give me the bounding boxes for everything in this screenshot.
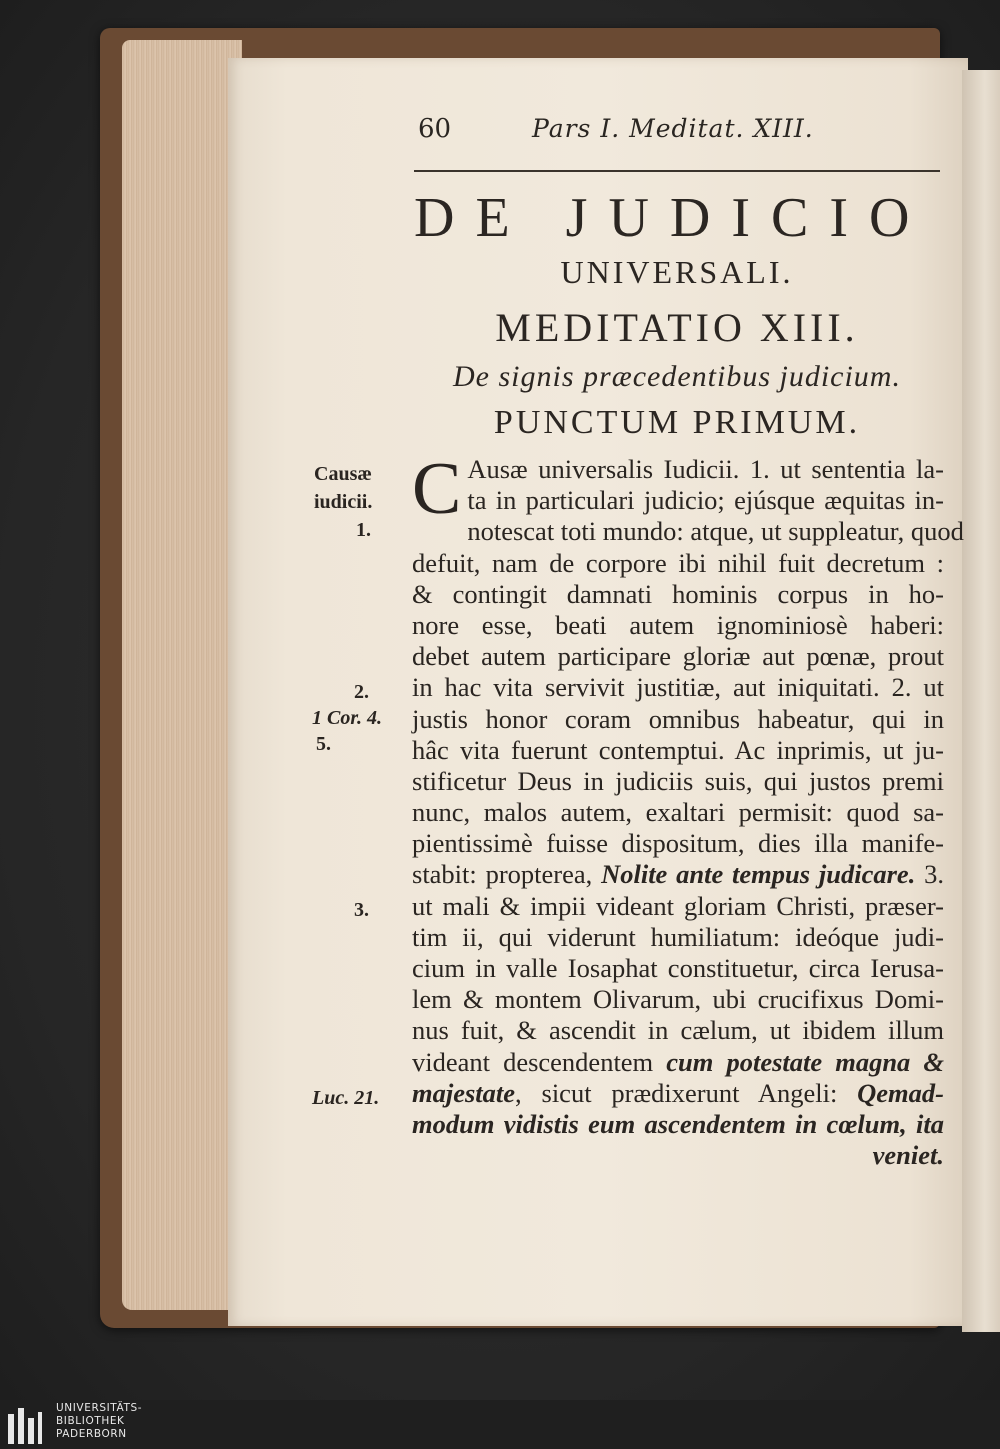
text-line: debet autem participare gloriæ aut pœnæ, prout <box>412 641 944 672</box>
text-line: ut mali & impii videant gloriam Christi, præser- <box>412 890 944 921</box>
text-segment: , sicut prædixerunt Angeli: <box>515 1077 858 1108</box>
title-line-2: UNIVERSALI. <box>560 254 794 290</box>
body-text <box>412 448 964 1171</box>
text-line: ta in particulari judicio; ejúsque æquitas in- <box>467 485 944 516</box>
facing-page-edge <box>962 70 1000 1332</box>
margin-note-causae: Causæ <box>314 463 372 485</box>
text-line: justis honor coram omnibus habeatur, qui in <box>412 703 944 734</box>
text-line: nunc, malos autem, exaltari permisit: quod sa- <box>412 797 944 828</box>
text-line: Ausæ universalis Iudicii. 1. ut sententia la- <box>467 454 944 484</box>
text-line: in hac vita servivit justitiæ, aut iniquitati. 2. ut <box>412 672 944 703</box>
text-line: modum vidistis eum ascendentem in cœlum, ita <box>412 1108 944 1139</box>
library-footer <box>0 1400 1000 1449</box>
text-line: nus fuit, & ascendit in cælum, ut ibidem illum <box>412 1015 944 1046</box>
drop-cap: C <box>412 448 462 530</box>
text-line: defuit, nam de corpore ibi nihil fuit decretum : <box>412 547 944 578</box>
text-segment: 3. <box>915 859 945 890</box>
library-name-line: UNIVERSITÄTS- <box>56 1402 143 1414</box>
margin-note-reference: 1 Cor. 4. <box>312 707 383 729</box>
library-name-line: PADERBORN <box>56 1428 127 1440</box>
italic-quote: Nolite ante tempus judicare. <box>601 859 916 890</box>
margin-note-number: 2. <box>354 681 369 703</box>
text-line: cium in valle Iosaphat constituetur, circa Ierusa- <box>412 953 944 983</box>
text-line: lem & montem Olivarum, ubi crucifixus Domi- <box>412 984 944 1015</box>
italic-quote: Qemad- <box>857 1077 944 1108</box>
margin-note-judicii: iudicii. <box>314 491 373 513</box>
margin-note-number: 3. <box>354 899 369 921</box>
title-line-1: DE JUDICIO <box>414 187 931 249</box>
text-line: tim ii, qui viderunt humiliatum: ideóque judi- <box>412 921 944 952</box>
text-segment: stabit: propterea, <box>412 859 602 890</box>
library-logo-icon <box>4 1404 48 1446</box>
text-line <box>412 859 944 890</box>
page-header <box>412 114 942 150</box>
meditation-heading: MEDITATIO XIII. <box>495 305 859 350</box>
text-line <box>412 1047 944 1078</box>
text-line: stificetur Deus in judiciis suis, qui justos premi <box>412 765 944 796</box>
text-line <box>412 1078 944 1109</box>
margin-note-number: 5. <box>316 733 331 755</box>
text-line: nore esse, beati autem ignominiosè haberi: <box>412 609 944 640</box>
page-edges <box>122 40 242 1310</box>
margin-note-number: 1. <box>356 519 371 541</box>
library-name <box>56 1402 142 1441</box>
text-line: & contingit damnati hominis corpus in ho- <box>412 578 944 609</box>
text-line: hâc vita fuerunt contemptui. Ac inprimis, ut ju- <box>412 734 944 765</box>
page-number: 60 <box>418 114 452 144</box>
meditation-subtitle: De signis præcedentibus judicium. <box>453 360 901 393</box>
text-line: pientissimè fuisse dispositum, dies illa manife- <box>412 828 944 859</box>
section-heading: PUNCTUM PRIMUM. <box>493 404 861 441</box>
text-line: veniet. <box>872 1140 944 1171</box>
italic-quote: majestate <box>412 1077 516 1108</box>
running-head: Pars I. Meditat. XIII. <box>532 114 814 143</box>
library-name-line: BIBLIOTHEK <box>56 1415 125 1427</box>
margin-note-reference: Luc. 21. <box>312 1087 380 1109</box>
italic-quote: cum potestate magna & <box>666 1046 944 1077</box>
text-segment: videant descendentem <box>412 1046 667 1077</box>
text-line: notescat toti mundo: atque, ut suppleatur, quod <box>467 516 964 547</box>
header-rule <box>414 170 940 172</box>
